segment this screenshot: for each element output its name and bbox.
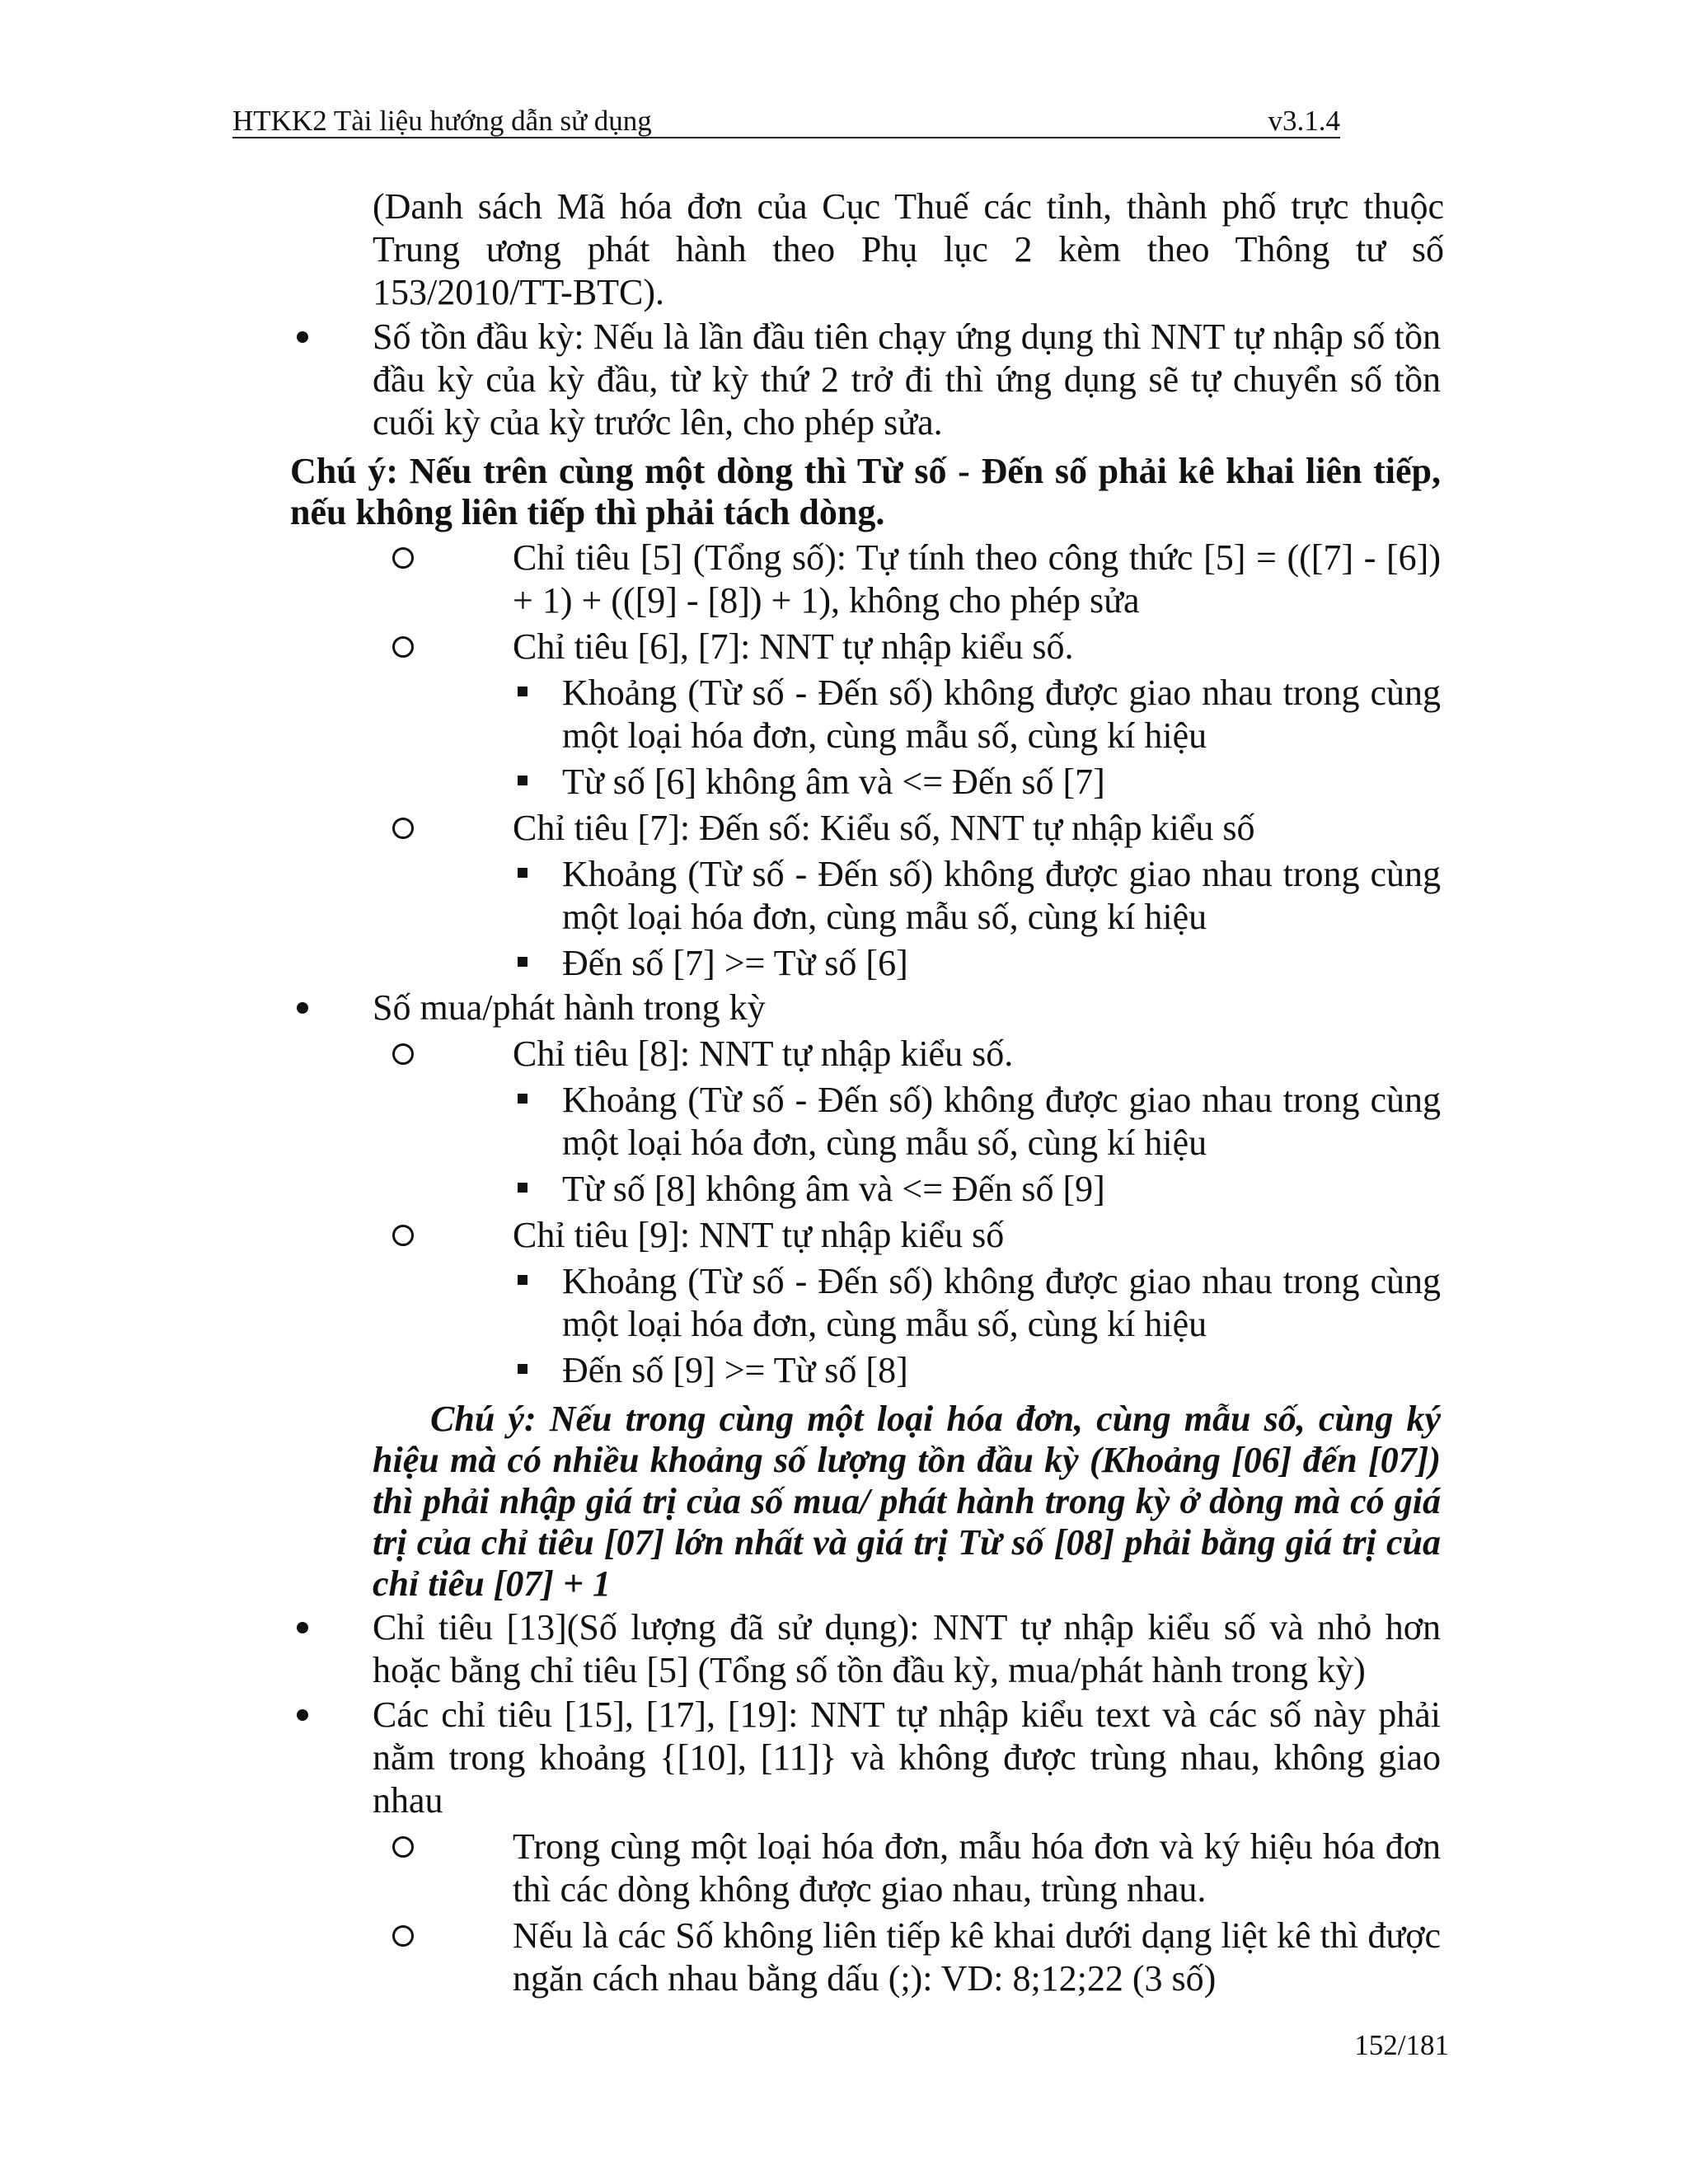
- square-bullet-icon: [513, 1349, 523, 1392]
- square-bullet-icon: [513, 761, 523, 804]
- note-multiple-ranges: Chú ý: Nếu trong cùng một loại hóa đơn, cùng mẫu số, cùng ký hiệu mà có nhiều khoảng số lượng tồn đầu kỳ (Khoảng [06] đến [07]) thì phải nhập giá trị của số mua/ phát hành trong kỳ ở dòng mà có giá trị của chỉ tiêu [07] lớn nhất và giá trị Từ số [08] phải bằng giá trị của chỉ tiêu [07] + 1: [373, 1399, 1441, 1604]
- list-item-text: Số mua/phát hành trong kỳ: [373, 987, 766, 1028]
- subsub-item-text: Đến số [7] >= Từ số [6]: [562, 943, 908, 983]
- document-title: HTKK2 Tài liệu hướng dẫn sử dụng: [232, 105, 652, 137]
- square-bullet-icon: [513, 1079, 523, 1122]
- list-item-text: Các chỉ tiêu [15], [17], [19]: NNT tự nhập kiểu text và các số này phải nằm trong khoảng {[10], [11]} và không được trùng nhau, không giao nhau: [373, 1694, 1441, 1821]
- bullet-dot-icon: [297, 987, 308, 1029]
- sub-item-ct5: [381, 537, 1441, 622]
- sub-item-no-overlap: [381, 1825, 1441, 1911]
- page-header: [232, 105, 1340, 138]
- circle-bullet-icon: [381, 1915, 402, 1957]
- subsub-item: [513, 1260, 1441, 1346]
- subsub-item: [513, 1168, 1441, 1211]
- subsub-item: [513, 1079, 1441, 1165]
- page-body: [290, 185, 1444, 2000]
- page-number: 152/181: [1354, 2029, 1449, 2061]
- circle-bullet-icon: [381, 626, 402, 668]
- subsub-item: [513, 853, 1441, 939]
- subsub-item-text: Đến số [9] >= Từ số [8]: [562, 1350, 908, 1390]
- square-bullet-icon: [513, 1168, 523, 1211]
- subsub-item-text: Từ số [6] không âm và <= Đến số [7]: [562, 762, 1105, 802]
- bullet-dot-icon: [297, 316, 308, 359]
- sub-item-ct67: [381, 626, 1441, 668]
- bullet-dot-icon: [297, 1606, 308, 1649]
- note-consecutive: Chú ý: Nếu trên cùng một dòng thì Từ số - Đến số phải kê khai liên tiếp, nếu không liên tiếp thì phải tách dòng.: [290, 451, 1441, 532]
- subsub-item: [513, 942, 1441, 985]
- circle-bullet-icon: [381, 1825, 402, 1868]
- circle-bullet-icon: [381, 807, 402, 850]
- sub-item-ct7: [381, 807, 1441, 850]
- subsub-item-text: Khoảng (Từ số - Đến số) không được giao nhau trong cùng một loại hóa đơn, cùng mẫu số, cùng kí hiệu: [562, 854, 1441, 937]
- sub-item-text: Chỉ tiêu [8]: NNT tự nhập kiểu số.: [513, 1033, 1014, 1074]
- sub-item-text: Chỉ tiêu [5] (Tổng số): Tự tính theo công thức [5] = (([7] - [6]) + 1) + (([9] - [8]) + 1), không cho phép sửa: [513, 537, 1441, 621]
- sub-item-text: Trong cùng một loại hóa đơn, mẫu hóa đơn và ký hiệu hóa đơn thì các dòng không được giao nhau, trùng nhau.: [513, 1826, 1441, 1910]
- subsub-item-text: Từ số [8] không âm và <= Đến số [9]: [562, 1169, 1105, 1209]
- list-item-ct13: [290, 1606, 1441, 1692]
- sub-item-text: Chỉ tiêu [6], [7]: NNT tự nhập kiểu số.: [513, 626, 1074, 667]
- square-bullet-icon: [513, 672, 523, 715]
- list-item-text: Số tồn đầu kỳ: Nếu là lần đầu tiên chạy ứng dụng thì NNT tự nhập số tồn đầu kỳ của kỳ đầu, từ kỳ thứ 2 trở đi thì ứng dụng sẽ tự chuyển số tồn cuối kỳ của kỳ trước lên, cho phép sửa.: [373, 316, 1441, 443]
- square-bullet-icon: [513, 853, 523, 896]
- list-item-opening-balance: [290, 316, 1441, 444]
- subsub-item: [513, 761, 1441, 804]
- subsub-item-text: Khoảng (Từ số - Đến số) không được giao nhau trong cùng một loại hóa đơn, cùng mẫu số, cùng kí hiệu: [562, 1261, 1441, 1344]
- circle-bullet-icon: [381, 1214, 402, 1257]
- subsub-item: [513, 672, 1441, 757]
- list-item-ct151719: [290, 1694, 1441, 1822]
- sub-item-text: Nếu là các Số không liên tiếp kê khai dưới dạng liệt kê thì được ngăn cách nhau bằng dấu (;): VD: 8;12;22 (3 số): [513, 1915, 1441, 1999]
- square-bullet-icon: [513, 1260, 523, 1303]
- sub-item-text: Chỉ tiêu [7]: Đến số: Kiểu số, NNT tự nhập kiểu số: [513, 808, 1255, 848]
- subsub-item: [513, 1349, 1441, 1392]
- circle-bullet-icon: [381, 1033, 402, 1076]
- list-item-purchase: [290, 987, 1441, 1029]
- circle-bullet-icon: [381, 537, 402, 579]
- document-version: v3.1.4: [1268, 105, 1340, 137]
- sub-item-separator: [381, 1915, 1441, 2000]
- list-item-text: Chỉ tiêu [13](Số lượng đã sử dụng): NNT tự nhập kiểu số và nhỏ hơn hoặc bằng chỉ tiêu [5] (Tổng số tồn đầu kỳ, mua/phát hành trong kỳ): [373, 1607, 1441, 1690]
- bullet-dot-icon: [297, 1694, 308, 1736]
- intro-paragraph: (Danh sách Mã hóa đơn của Cục Thuế các tỉnh, thành phố trực thuộc Trung ương phát hành theo Phụ lục 2 kèm theo Thông tư số 153/2010/TT-BTC).: [373, 186, 1444, 312]
- sub-item-ct8: [381, 1033, 1441, 1076]
- sub-item-ct9: [381, 1214, 1441, 1257]
- sub-item-text: Chỉ tiêu [9]: NNT tự nhập kiểu số: [513, 1215, 1005, 1255]
- subsub-item-text: Khoảng (Từ số - Đến số) không được giao nhau trong cùng một loại hóa đơn, cùng mẫu số, cùng kí hiệu: [562, 1080, 1441, 1163]
- subsub-item-text: Khoảng (Từ số - Đến số) không được giao nhau trong cùng một loại hóa đơn, cùng mẫu số, cùng kí hiệu: [562, 673, 1441, 756]
- square-bullet-icon: [513, 942, 523, 985]
